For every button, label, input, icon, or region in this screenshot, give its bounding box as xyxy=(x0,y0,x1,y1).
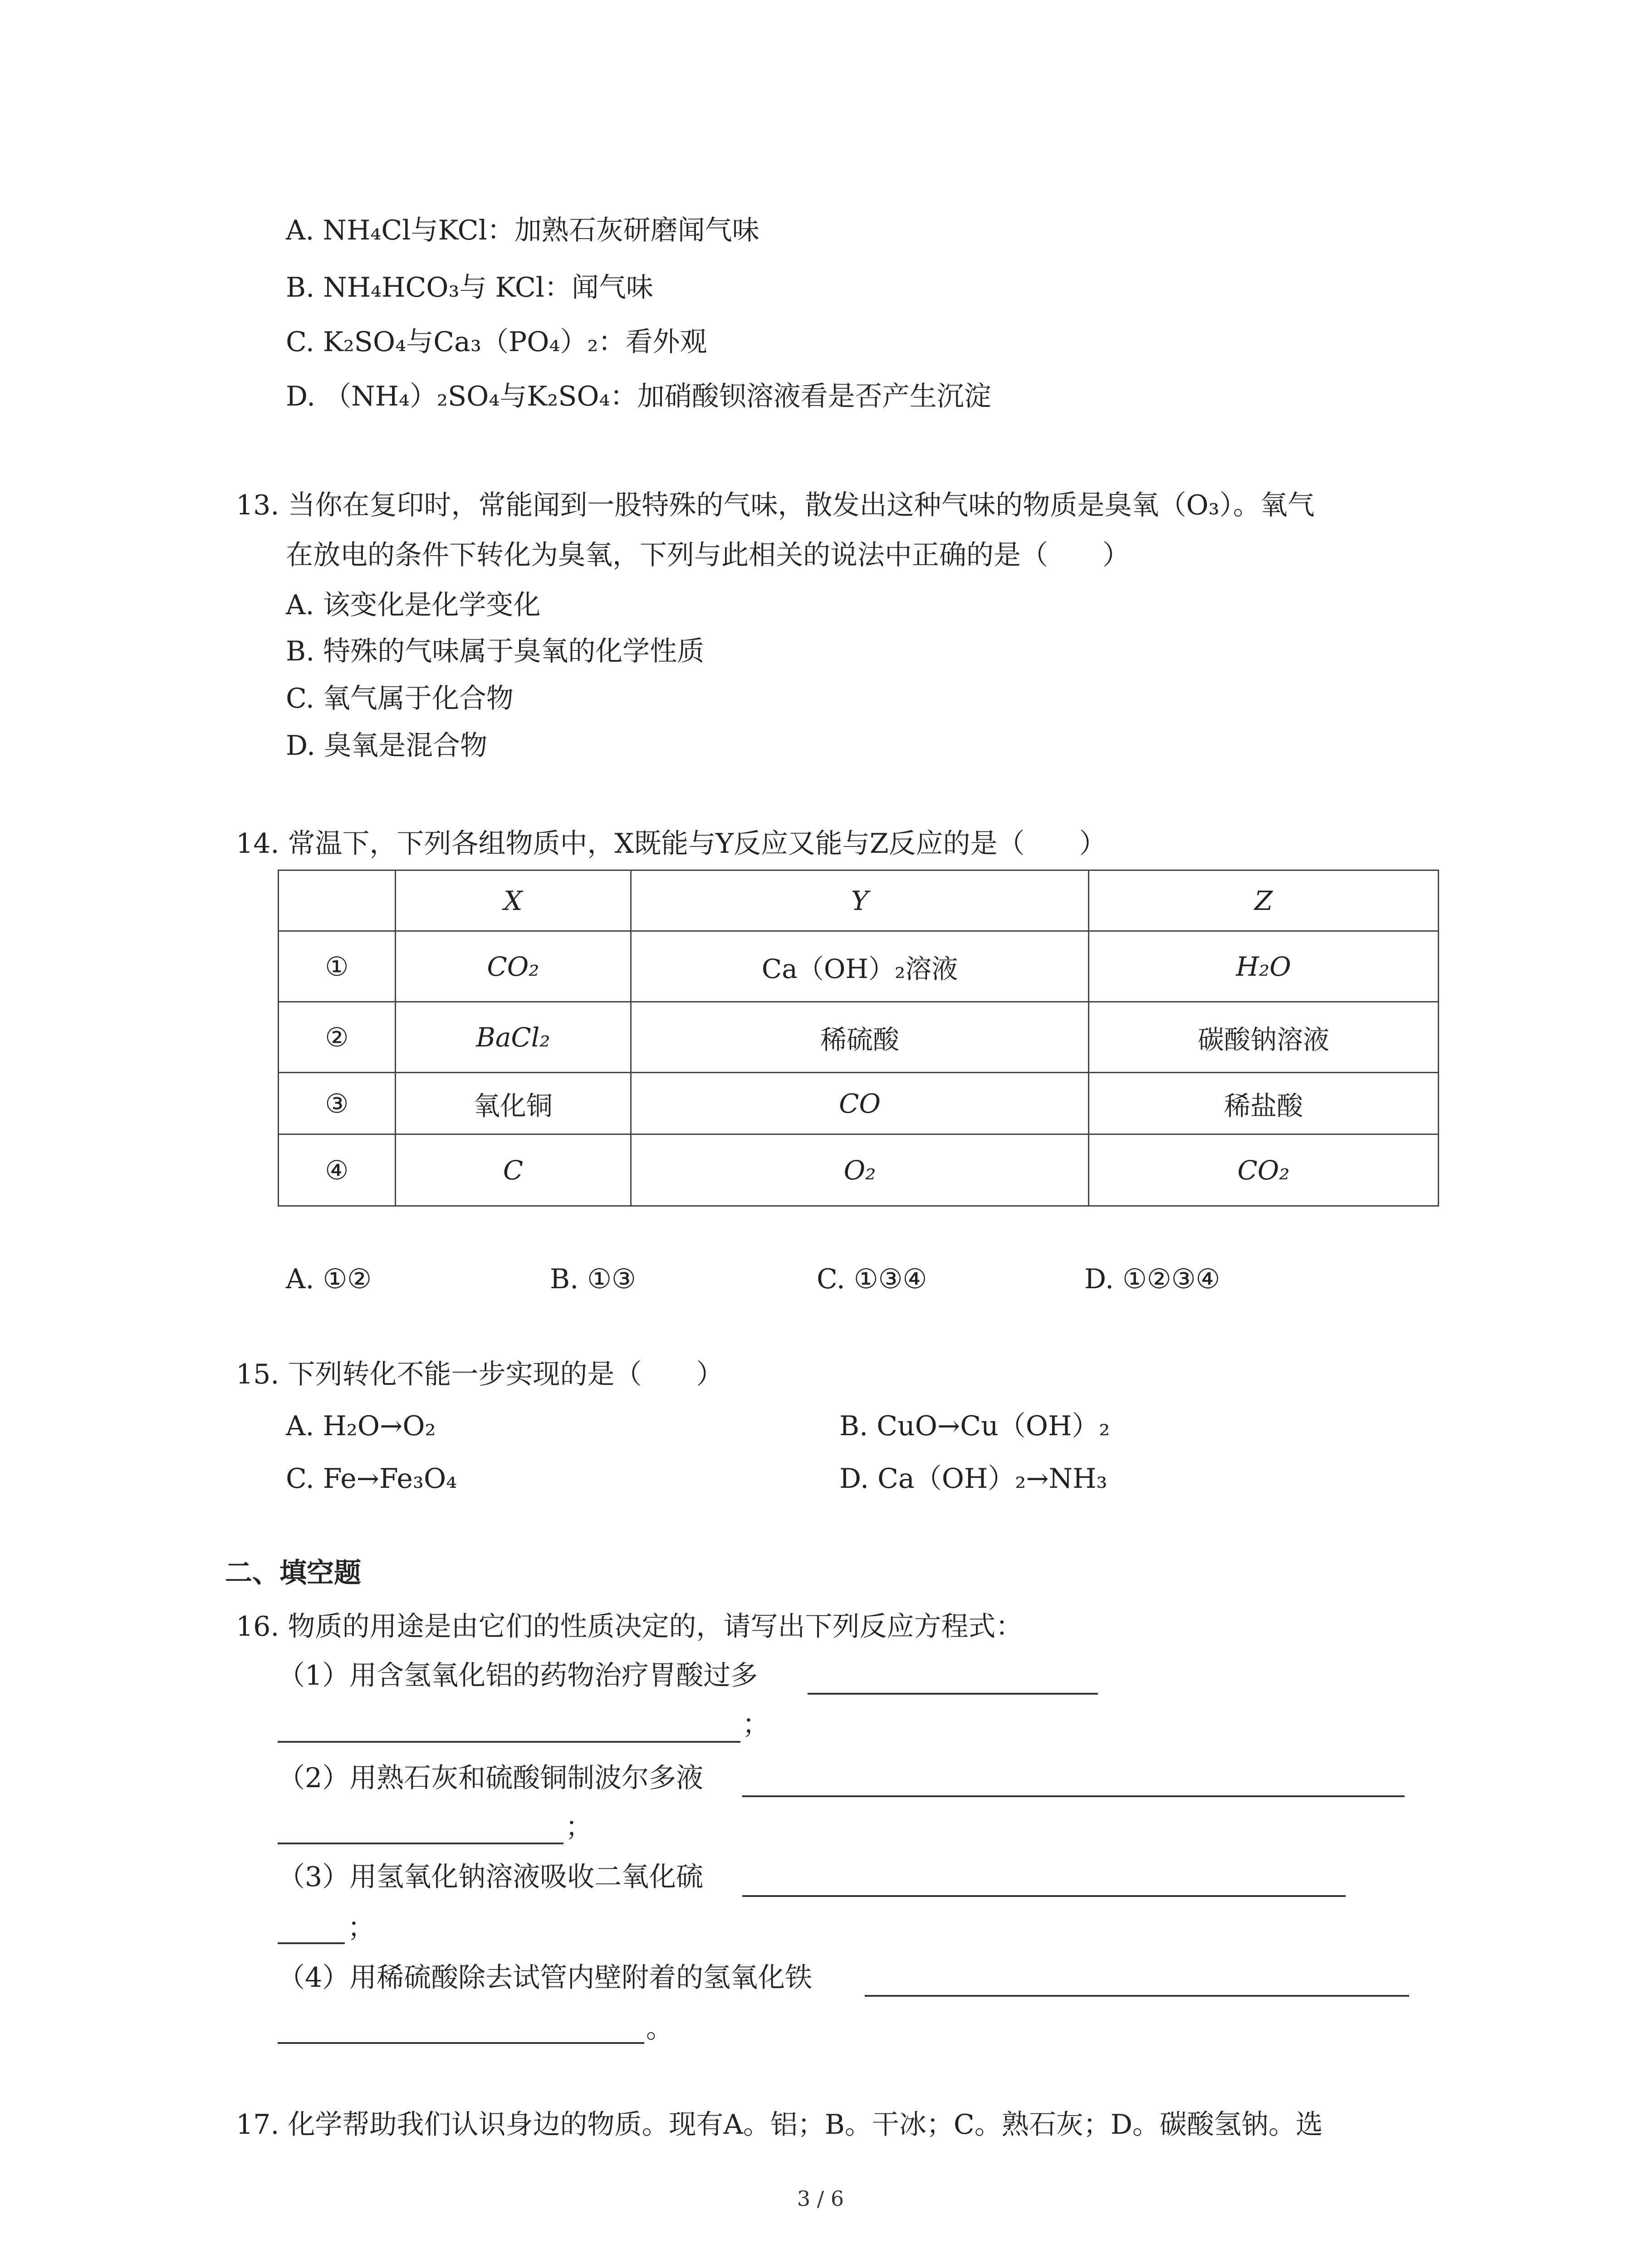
q16-part1-end: ； xyxy=(742,1709,769,1740)
table-cell: CO₂ xyxy=(395,931,631,1002)
q16-part4-blank[interactable] xyxy=(865,1995,1409,1997)
q17-stem: 17. 化学帮助我们认识身边的物质。现有A。铝；B。干冰；C。熟石灰；D。碳酸氢钠。选 xyxy=(236,2109,1323,2141)
table-cell: H₂O xyxy=(1088,931,1438,1002)
table-header-cell xyxy=(279,870,396,931)
table-cell: ③ xyxy=(279,1073,396,1134)
q13-option-c: C. 氧气属于化合物 xyxy=(286,683,514,714)
q13-stem-line1: 13. 当你在复印时，常能闻到一股特殊的气味，散发出这种气味的物质是臭氧（O₃）。氧气 xyxy=(236,489,1315,521)
table-cell: O₂ xyxy=(631,1134,1089,1206)
page-number: 3 / 6 xyxy=(797,2186,844,2211)
q15-option-c: C. Fe→Fe₃O₄ xyxy=(286,1463,457,1495)
table-cell: 氧化铜 xyxy=(395,1073,631,1134)
q16-part1-text: （1）用含氢氧化铝的药物治疗胃酸过多 xyxy=(278,1660,758,1691)
q12-option-b: B. NH₄HCO₃与 KCl：闻气味 xyxy=(286,272,653,303)
table-cell: C xyxy=(395,1134,631,1206)
q13-option-d: D. 臭氧是混合物 xyxy=(286,730,488,762)
table-cell: CO xyxy=(631,1073,1089,1134)
table-row xyxy=(279,1134,1439,1206)
q14-option-d: D. ①②③④ xyxy=(1084,1263,1220,1295)
table-header-row xyxy=(279,870,1439,931)
table-cell: BaCl₂ xyxy=(395,1002,631,1073)
q16-part3-text: （3）用氢氧化钠溶液吸收二氧化硫 xyxy=(278,1861,704,1893)
q16-part1-blank[interactable] xyxy=(808,1693,1098,1695)
table-cell: Ca（OH）₂溶液 xyxy=(631,931,1089,1002)
table-cell: ② xyxy=(279,1002,396,1073)
table-header-cell: Y xyxy=(631,870,1089,931)
q16-part2-blank-cont[interactable] xyxy=(278,1843,563,1844)
q12-option-d: D. （NH₄）₂SO₄与K₂SO₄：加硝酸钡溶液看是否产生沉淀 xyxy=(286,381,991,412)
q16-part2-end: ； xyxy=(565,1811,593,1843)
q16-part2-text: （2）用熟石灰和硫酸铜制波尔多液 xyxy=(278,1762,704,1794)
table-row xyxy=(279,931,1439,1002)
q16-part3-blank-cont[interactable] xyxy=(278,1942,345,1944)
q16-stem: 16. 物质的用途是由它们的性质决定的，请写出下列反应方程式： xyxy=(236,1611,1023,1642)
table-header-cell: Z xyxy=(1088,870,1438,931)
q14-table xyxy=(278,870,1439,1207)
q16-part4-end: 。 xyxy=(646,2013,673,2044)
q16-part4-text: （4）用稀硫酸除去试管内壁附着的氢氧化铁 xyxy=(278,1962,813,1994)
q14-stem: 14. 常温下，下列各组物质中，X既能与Y反应又能与Z反应的是（ ） xyxy=(236,828,1107,860)
q14-option-a: A. ①② xyxy=(286,1263,372,1295)
q15-stem: 15. 下列转化不能一步实现的是（ ） xyxy=(236,1359,724,1390)
q15-option-a: A. H₂O→O₂ xyxy=(286,1410,436,1442)
q14-option-b: B. ①③ xyxy=(550,1263,636,1295)
q15-option-d: D. Ca（OH）₂→NH₃ xyxy=(839,1463,1107,1495)
q13-option-b: B. 特殊的气味属于臭氧的化学性质 xyxy=(286,635,705,667)
q16-part4-blank-cont[interactable] xyxy=(278,2042,644,2044)
table-cell: 碳酸钠溶液 xyxy=(1088,1002,1438,1073)
q16-part1-blank-cont[interactable] xyxy=(278,1741,740,1743)
table-row xyxy=(279,1002,1439,1073)
section-title: 二、填空题 xyxy=(225,1557,361,1589)
q12-option-a: A. NH₄Cl与KCl：加熟石灰研磨闻气味 xyxy=(286,215,759,246)
table-cell: ④ xyxy=(279,1134,396,1206)
q13-option-a: A. 该变化是化学变化 xyxy=(286,589,541,621)
q14-option-c: C. ①③④ xyxy=(817,1263,927,1295)
table-header-cell: X xyxy=(395,870,631,931)
table-row xyxy=(279,1073,1439,1134)
q16-part3-end: ； xyxy=(348,1912,375,1944)
table-cell: ① xyxy=(279,931,396,1002)
q15-option-b: B. CuO→Cu（OH）₂ xyxy=(839,1410,1110,1442)
table-cell: CO₂ xyxy=(1088,1134,1438,1206)
q16-part3-blank[interactable] xyxy=(742,1895,1346,1897)
q13-stem-line2: 在放电的条件下转化为臭氧，下列与此相关的说法中正确的是（ ） xyxy=(286,539,1130,571)
table-cell: 稀盐酸 xyxy=(1088,1073,1438,1134)
q16-part2-blank[interactable] xyxy=(742,1795,1405,1797)
table-cell: 稀硫酸 xyxy=(631,1002,1089,1073)
q12-option-c: C. K₂SO₄与Ca₃（PO₄）₂：看外观 xyxy=(286,326,707,358)
